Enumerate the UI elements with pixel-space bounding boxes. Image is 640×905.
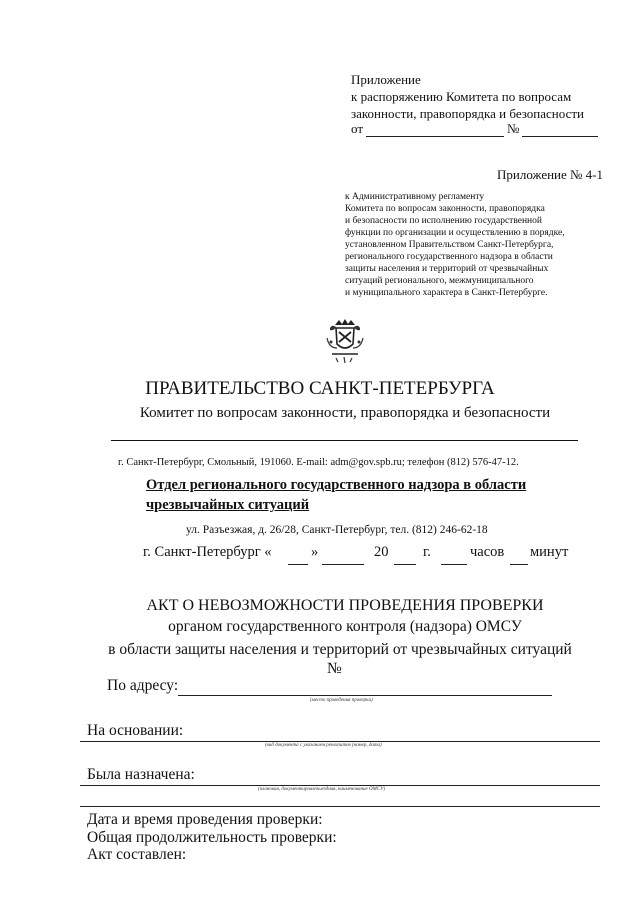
address-label: По адресу: bbox=[107, 677, 179, 694]
regulation-line: к Административному регламенту bbox=[345, 192, 485, 202]
date-line-city: г. Санкт-Петербург « bbox=[143, 544, 272, 560]
coat-of-arms-emblem bbox=[322, 318, 368, 368]
assigned-field-line[interactable] bbox=[80, 785, 600, 786]
date-line-hours: часов bbox=[470, 544, 505, 560]
date-minutes-blank bbox=[510, 564, 528, 565]
appendix-number-label: № bbox=[507, 121, 520, 136]
composed-label: Акт составлен: bbox=[87, 846, 187, 863]
act-subtitle-authority: органом государственного контроля (надзора) ОМСУ bbox=[168, 618, 522, 635]
regulation-line: и муниципального характера в Санкт-Петербурге. bbox=[345, 288, 548, 298]
date-day-blank bbox=[288, 564, 308, 565]
date-year-blank bbox=[394, 564, 416, 565]
regulation-line: регионального государственного надзора в области bbox=[345, 252, 553, 262]
datetime-label: Дата и время проведения проверки: bbox=[87, 811, 323, 828]
regulation-line: Комитета по вопросам законности, правопорядка bbox=[345, 204, 545, 214]
contacts-line: г. Санкт-Петербург, Смольный, 191060. E-mail: adm@gov.spb.ru; телефон (812) 576-47-12. bbox=[118, 457, 519, 468]
date-line-quote-close: » bbox=[311, 544, 319, 560]
date-line-year-suffix: г. bbox=[423, 544, 431, 560]
act-title: АКТ О НЕВОЗМОЖНОСТИ ПРОВЕДЕНИЯ ПРОВЕРКИ bbox=[146, 597, 544, 614]
appendix-committee-line: законности, правопорядка и безопасности bbox=[351, 106, 584, 121]
committee-name: Комитет по вопросам законности, правопорядка и безопасности bbox=[139, 405, 551, 421]
appendix-order-line: к распоряжению Комитета по вопросам bbox=[351, 89, 572, 104]
basis-caption: (вид документа с указанием реквизитов (номер, дата) bbox=[265, 743, 382, 748]
assigned-label: Была назначена: bbox=[87, 766, 195, 783]
basis-field-line[interactable] bbox=[80, 741, 600, 742]
appendix-number: Приложение № 4-1 bbox=[497, 167, 604, 182]
regulation-line: функции по организации и осуществлению в порядке, bbox=[345, 228, 565, 238]
appendix-number-line bbox=[522, 136, 598, 137]
duration-label: Общая продолжительность проверки: bbox=[87, 829, 337, 846]
header-divider bbox=[111, 440, 578, 441]
department-title-line2: чрезвычайных ситуаций bbox=[146, 497, 310, 513]
appendix-from-label: от bbox=[351, 121, 364, 136]
date-hours-blank bbox=[441, 564, 467, 565]
act-number-sign: № bbox=[327, 660, 342, 677]
basis-label: На основании: bbox=[87, 722, 184, 739]
date-month-blank bbox=[322, 564, 364, 565]
department-title: Отдел регионального государственного надзора в области bbox=[146, 477, 527, 493]
date-line-minutes: минут bbox=[530, 544, 569, 560]
assigned-caption: (плановая, документарная/выездная, наименование ОМСУ) bbox=[258, 787, 386, 792]
appendix-date-line bbox=[366, 136, 504, 137]
government-title: ПРАВИТЕЛЬСТВО САНКТ-ПЕТЕРБУРГА bbox=[145, 378, 495, 399]
regulation-line: установленном Правительством Санкт-Петербурга, bbox=[345, 240, 554, 250]
regulation-line: защиты населения и территорий от чрезвычайных bbox=[345, 264, 549, 274]
regulation-line: и безопасности по исполнению государственной bbox=[345, 216, 542, 226]
date-line-year: 20 bbox=[374, 544, 389, 560]
act-subtitle-scope: в области защиты населения и территорий от чрезвычайных ситуаций bbox=[108, 641, 572, 658]
address-caption: (место проведения проверки) bbox=[310, 698, 373, 703]
department-address: ул. Разъезжая, д. 26/28, Санкт-Петербург, тел. (812) 246-62-18 bbox=[186, 524, 488, 536]
appendix-label: Приложение bbox=[351, 72, 421, 87]
regulation-line: ситуаций регионального, межмуниципального bbox=[345, 276, 534, 286]
address-field-line[interactable] bbox=[178, 695, 552, 696]
assigned-field-line-2[interactable] bbox=[80, 806, 600, 807]
